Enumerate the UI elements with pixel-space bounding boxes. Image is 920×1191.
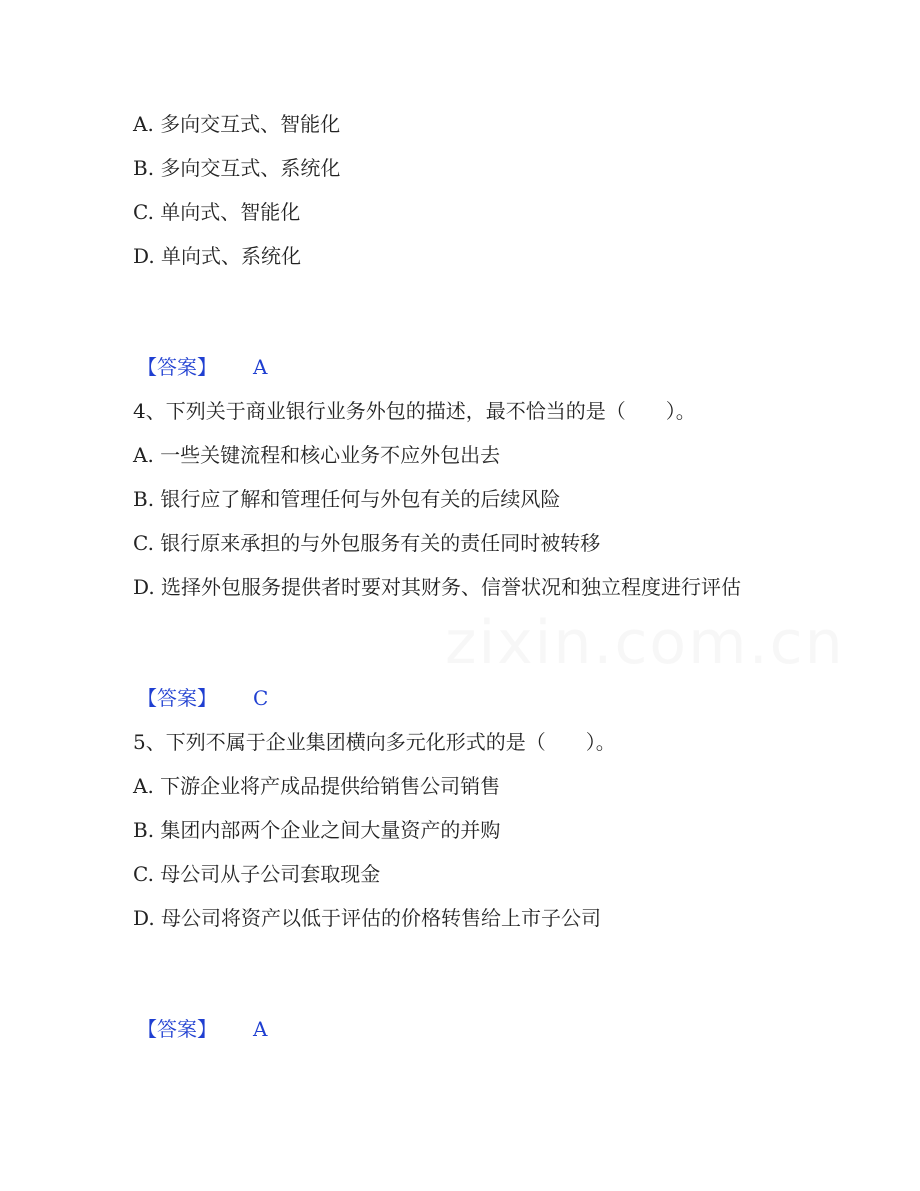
q5-answer [137, 1016, 267, 1042]
answer-label: 【答案】 [137, 355, 217, 379]
answer-label: 【答案】 [137, 1017, 217, 1041]
q3-option-a: A. 多向交互式、智能化 [133, 112, 341, 136]
answer-label: 【答案】 [137, 686, 217, 710]
answer-value: A [253, 355, 268, 379]
q3-answer [137, 354, 267, 380]
answer-value: A [253, 1017, 268, 1041]
watermark: zixin.com.cn [445, 608, 845, 678]
q4-option-b: B. 银行应了解和管理任何与外包有关的后续风险 [133, 487, 561, 511]
answer-value: C [253, 686, 269, 710]
q4-option-d: D. 选择外包服务提供者时要对其财务、信誉状况和独立程度进行评估 [133, 575, 742, 599]
q3-option-d: D. 单向式、系统化 [133, 244, 302, 268]
q4-question: 4、下列关于商业银行业务外包的描述，最不恰当的是（ ）。 [133, 399, 696, 423]
q4-option-c: C. 银行原来承担的与外包服务有关的责任同时被转移 [133, 531, 601, 555]
q5-option-a: A. 下游企业将产成品提供给销售公司销售 [133, 774, 501, 798]
q5-option-b: B. 集团内部两个企业之间大量资产的并购 [133, 818, 501, 842]
q5-question: 5、下列不属于企业集团横向多元化形式的是（ ）。 [133, 730, 616, 754]
q5-option-d: D. 母公司将资产以低于评估的价格转售给上市子公司 [133, 906, 602, 930]
q4-answer [137, 685, 268, 711]
q3-option-c: C. 单向式、智能化 [133, 200, 301, 224]
q3-option-b: B. 多向交互式、系统化 [133, 156, 341, 180]
q5-option-c: C. 母公司从子公司套取现金 [133, 862, 381, 886]
q4-option-a: A. 一些关键流程和核心业务不应外包出去 [133, 443, 501, 467]
